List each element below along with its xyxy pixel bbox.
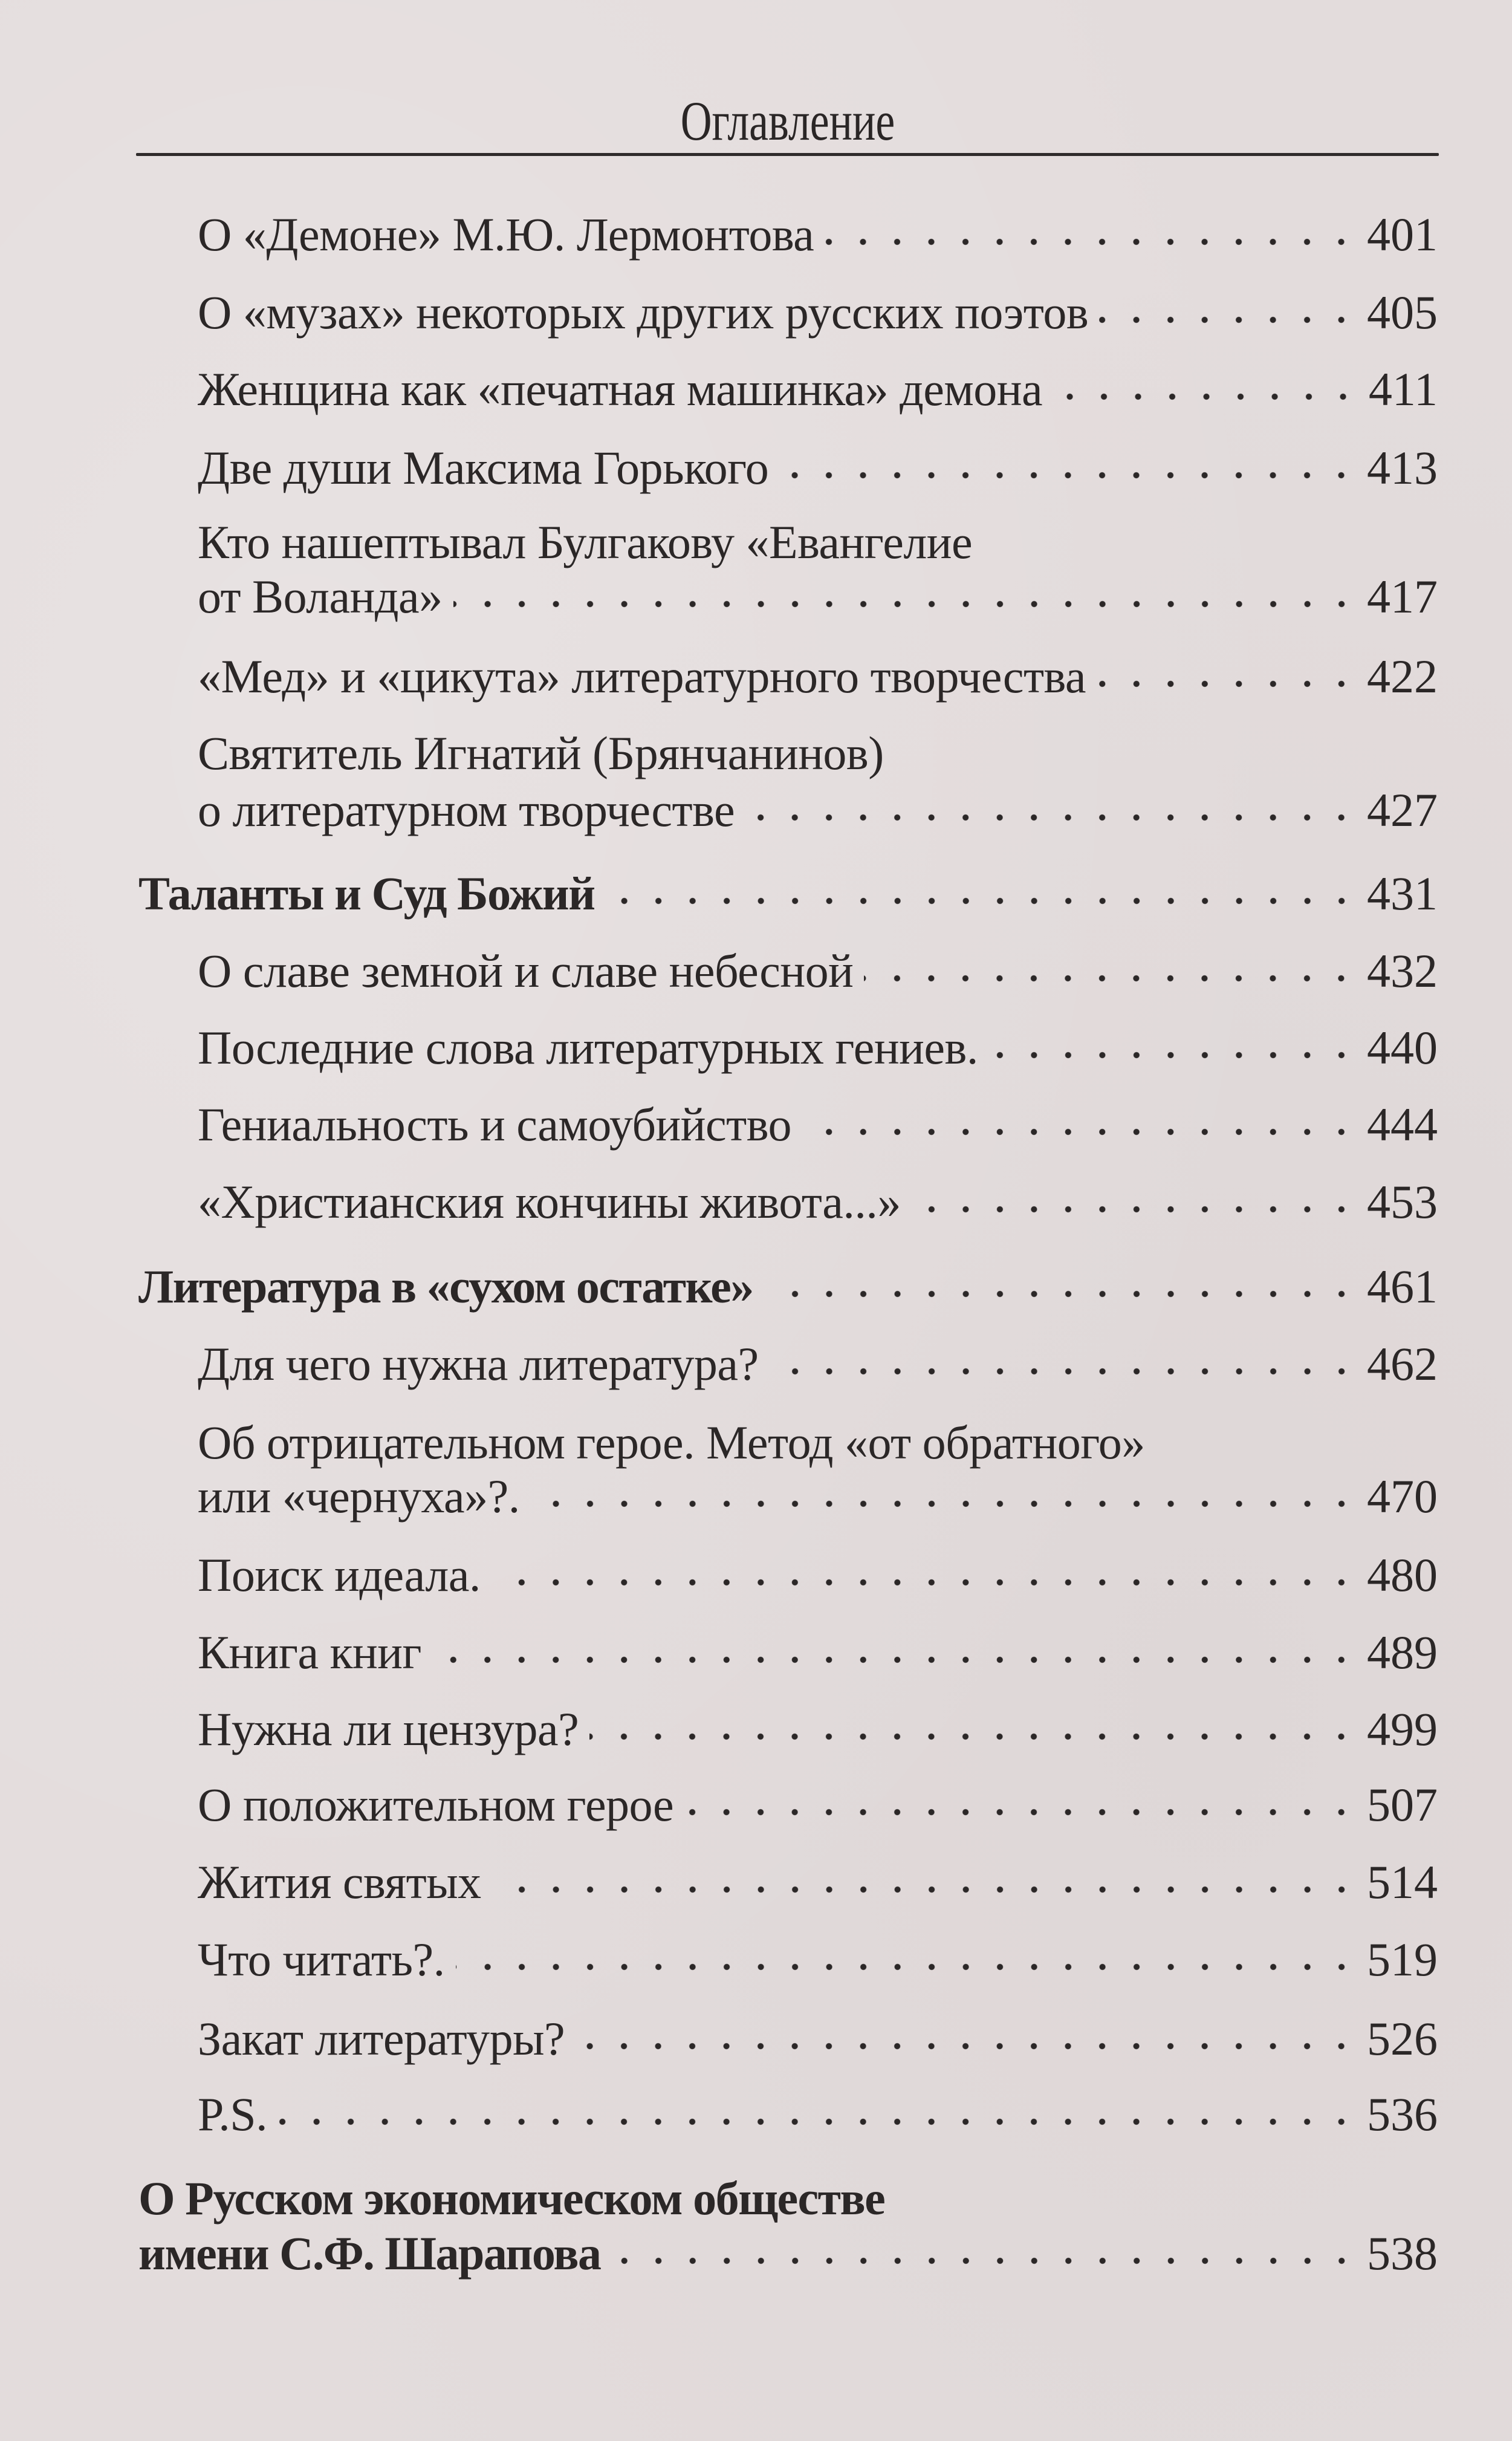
toc-page-number: 470 (1367, 1470, 1438, 1523)
dot-leader (1097, 678, 1358, 690)
toc-entry-muses-russian-poets[interactable] (198, 285, 1438, 340)
toc-entry-genius-suicide[interactable] (198, 1097, 1438, 1152)
toc-page-number: 411 (1368, 363, 1438, 415)
toc-entry-postscript[interactable] (198, 2087, 1438, 2142)
toc-page-number: 499 (1367, 1703, 1438, 1755)
toc-entry-book-of-books[interactable] (198, 1625, 1438, 1680)
dot-leader (684, 1806, 1358, 1818)
dot-leader (278, 2116, 1358, 2128)
dot-leader (1099, 314, 1358, 326)
toc-entry-last-words-geniuses[interactable] (198, 1021, 1438, 1075)
toc-entry-negative-hero[interactable] (198, 1469, 1438, 1524)
running-head-title: Оглавление (680, 90, 895, 152)
toc-section-talents-judgment[interactable] (138, 866, 1438, 921)
toc-entry-title: «Мед» и «цикута» литературного творчества (198, 650, 1086, 703)
dot-leader (492, 1884, 1358, 1896)
toc-entry-negative-hero-line1[interactable] (198, 1416, 1438, 1470)
toc-page-number: 405 (1367, 286, 1438, 339)
toc-section-literature-dry-residue[interactable] (138, 1260, 1438, 1314)
dot-leader (912, 1203, 1358, 1215)
dot-leader (770, 1365, 1358, 1377)
toc-entry-title: Жития святых (198, 1856, 481, 1908)
toc-entry-title: Книга книг (198, 1626, 421, 1679)
toc-entry-title: Женщина как «печатная машинка» демона (198, 363, 1043, 415)
toc-entry-title: О положительном герое (198, 1778, 674, 1831)
toc-entry-title: Что читать?. (198, 1933, 445, 1986)
toc-entry-positive-hero[interactable] (198, 1778, 1438, 1832)
dot-leader (1053, 391, 1360, 403)
dot-leader (864, 972, 1358, 984)
toc-entry-title: О «музах» некоторых других русских поэтов (198, 286, 1089, 339)
toc-entry-title: Для чего нужна литература? (198, 1338, 759, 1390)
toc-entry-title: Нужна ли цензура? (198, 1703, 579, 1755)
toc-entry-censorship[interactable] (198, 1702, 1438, 1757)
toc-entry-title: Об отрицательном герое. Метод «от обратного» (198, 1416, 1145, 1469)
toc-section-russian-economic-society-line1[interactable] (138, 2171, 1438, 2226)
toc-entry-sunset-literature[interactable] (198, 2012, 1438, 2066)
toc-entry-title: Святитель Игнатий (Брянчанинов) (198, 727, 884, 779)
toc-page-number: 432 (1367, 944, 1438, 997)
toc-page-number: 422 (1367, 650, 1438, 703)
toc-entry-title: О «Демоне» М.Ю. Лермонтова (198, 208, 814, 261)
toc-page-number: 413 (1367, 441, 1438, 494)
dot-leader (802, 1126, 1358, 1138)
toc-entry-title: Последние слова литературных гениев. (198, 1021, 978, 1074)
toc-page-number: 536 (1367, 2088, 1438, 2140)
toc-entry-search-ideal[interactable] (198, 1548, 1438, 1602)
toc-entry-ignatius-brianchaninov-line1[interactable] (198, 726, 1438, 781)
toc-page-number: 444 (1367, 1098, 1438, 1151)
toc-entry-title: «Христианския кончины живота...» (198, 1175, 901, 1228)
toc-entry-christian-death[interactable] (198, 1175, 1438, 1229)
dot-leader (432, 1654, 1358, 1666)
toc-entry-ignatius-brianchaninov[interactable] (198, 783, 1438, 837)
toc-entry-title: Две души Максима Горького (198, 441, 769, 494)
dot-leader (745, 811, 1358, 824)
dot-leader (576, 2040, 1358, 2052)
toc-entry-what-to-read[interactable] (198, 1932, 1438, 1987)
toc-section-russian-economic-society[interactable] (138, 2226, 1438, 2281)
toc-page-number: 461 (1367, 1260, 1438, 1313)
toc-page-number: 401 (1367, 208, 1438, 261)
toc-entry-title-continued: или «чернуха»?. (198, 1470, 520, 1523)
toc-page-number: 489 (1367, 1626, 1438, 1679)
dot-leader (531, 1498, 1358, 1510)
toc-page-number: 440 (1367, 1021, 1438, 1074)
toc-page-number: 427 (1367, 784, 1438, 836)
dot-leader (456, 1961, 1358, 1973)
dot-leader (492, 1576, 1358, 1588)
toc-entry-title: Кто нашептывал Булгакову «Евангелие (198, 516, 973, 568)
dot-leader (764, 1288, 1358, 1300)
toc-page-number: 514 (1367, 1856, 1438, 1908)
toc-page-number: 519 (1367, 1933, 1438, 1986)
toc-page-number: 462 (1367, 1338, 1438, 1390)
toc-entry-bulgakov-gospel[interactable] (198, 570, 1438, 624)
dot-leader (453, 598, 1358, 610)
toc-section-title: О Русском экономическом обществе (138, 2172, 885, 2225)
toc-entry-earthly-heavenly-glory[interactable] (198, 944, 1438, 998)
dot-leader (989, 1049, 1358, 1061)
toc-page-number: 507 (1367, 1778, 1438, 1831)
toc-page-number: 453 (1367, 1175, 1438, 1228)
toc-section-title: Таланты и Суд Божий (138, 867, 595, 920)
dot-leader (825, 236, 1358, 248)
dot-leader (606, 895, 1358, 907)
toc-entry-honey-hemlock[interactable] (198, 649, 1438, 704)
dot-leader (779, 469, 1358, 481)
toc-entry-title-continued: от Воланда» (198, 570, 443, 623)
toc-entry-bulgakov-gospel-line1[interactable] (198, 515, 1438, 570)
toc-entry-title: Гениальность и самоубийство (198, 1098, 791, 1151)
toc-section-title-continued: имени С.Ф. Шарапова (138, 2227, 601, 2280)
dot-leader (612, 2255, 1358, 2267)
toc-section-title: Литература в «сухом остатке» (138, 1260, 753, 1313)
dot-leader (589, 1731, 1358, 1743)
toc-entry-lives-of-saints[interactable] (198, 1855, 1438, 1910)
toc-page-number: 431 (1367, 867, 1438, 920)
toc-entry-title-continued: о литературном творчестве (198, 784, 735, 836)
toc-entry-title: Закат литературы? (198, 2012, 565, 2065)
toc-entry-demon-lermontov[interactable] (198, 207, 1438, 262)
toc-entry-title: О славе земной и славе небесной (198, 944, 854, 997)
toc-page-number: 538 (1367, 2227, 1438, 2280)
toc-entry-why-literature[interactable] (198, 1337, 1438, 1391)
toc-entry-woman-typewriter[interactable] (198, 362, 1438, 417)
toc-page-number: 417 (1367, 570, 1438, 623)
toc-entry-title: P.S. (198, 2088, 268, 2140)
toc-entry-two-souls-gorky[interactable] (198, 441, 1438, 495)
toc-page-number: 480 (1367, 1549, 1438, 1601)
toc-entry-title: Поиск идеала. (198, 1549, 481, 1601)
toc-page-number: 526 (1367, 2012, 1438, 2065)
